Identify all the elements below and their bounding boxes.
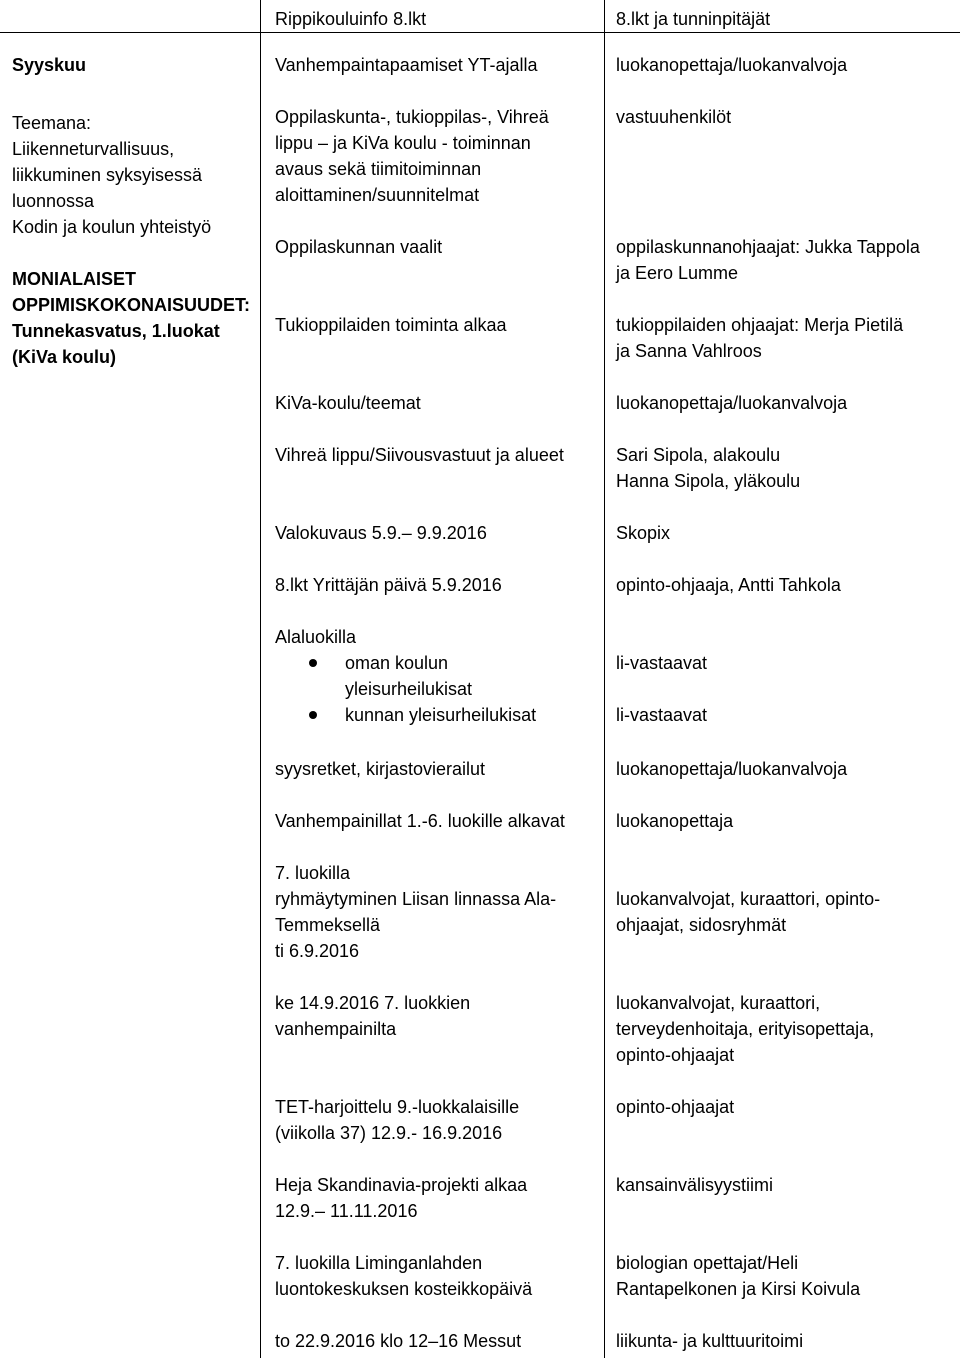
activity-line: 12.9.– 11.11.2016 [275, 1201, 418, 1221]
responsible-line: ja Eero Lumme [616, 263, 739, 283]
activity-line: Valokuvaus 5.9.– 9.9.2016 [275, 523, 487, 543]
responsible-8 [616, 572, 841, 598]
month-label: Syyskuu [12, 55, 87, 75]
activity-line: ke 14.9.2016 7. luokkien [275, 993, 471, 1013]
activity-11 [275, 860, 556, 964]
responsible-line: luokanopettaja [616, 811, 734, 831]
bullet-icon [309, 659, 317, 667]
activity-9 [275, 756, 485, 782]
activity-line: avaus sekä tiimitoiminnan [275, 159, 482, 179]
activity-line: ti 6.9.2016 [275, 941, 360, 961]
activity-line: to 22.9.2016 klo 12–16 Messut [275, 1331, 522, 1351]
responsible-1 [616, 52, 847, 78]
activity-10 [275, 808, 565, 834]
activity-6 [275, 442, 564, 468]
activity-7 [275, 520, 487, 546]
responsible-line: biologian opettajat/Heli [616, 1253, 799, 1273]
activity-14 [275, 1172, 527, 1224]
responsible-line: luokanvalvojat, kuraattori, [616, 993, 821, 1013]
monialaiset-line: MONIALAISET [12, 269, 136, 289]
activity-8 [275, 572, 502, 598]
responsible-line: oppilaskunnanohjaajat: Jukka Tappola [616, 237, 920, 257]
responsible-4 [616, 312, 903, 364]
theme-line: liikkuminen syksyisessä [12, 165, 203, 185]
responsible-15 [616, 1250, 860, 1302]
responsible-line: ja Sanna Vahlroos [616, 341, 762, 361]
responsible-line: opinto-ohjaajat [616, 1097, 735, 1117]
bullet-line: yleisurheilukisat [345, 679, 473, 699]
responsible-line: Skopix [616, 523, 671, 543]
alaluokilla-responsible-1 [616, 650, 707, 676]
responsible-16 [616, 1328, 803, 1354]
theme-line: Kodin ja koulun yhteistyö [12, 217, 212, 237]
responsible-line: luokanopettaja/luokanvalvoja [616, 393, 848, 413]
activity-line: lippu – ja KiVa koulu - toiminnan [275, 133, 531, 153]
activity-5 [275, 390, 421, 416]
monialaiset-line: OPPIMISKOKONAISUUDET: [12, 295, 251, 315]
alaluokilla-block [275, 624, 595, 728]
bullet-icon [309, 711, 317, 719]
alaluokilla-heading: Alaluokilla [275, 627, 357, 647]
responsible-line: terveydenhoitaja, erityisopettaja, [616, 1019, 875, 1039]
responsible-line: luokanopettaja/luokanvalvoja [616, 759, 848, 779]
activity-4 [275, 312, 506, 338]
activity-line: luontokeskuksen kosteikkopäivä [275, 1279, 533, 1299]
activity-line: Oppilaskunnan vaalit [275, 237, 443, 257]
activity-13 [275, 1094, 519, 1146]
responsible-line: liikunta- ja kulttuuritoimi [616, 1331, 804, 1351]
activity-2 [275, 104, 549, 208]
monialaiset-block [12, 266, 250, 370]
responsible-10 [616, 808, 733, 834]
responsible-line: ohjaajat, sidosryhmät [616, 915, 787, 935]
responsible-line: li-vastaavat [616, 653, 708, 673]
activity-1 [275, 52, 538, 78]
activity-line: Temmeksellä [275, 915, 381, 935]
activity-line: Vihreä lippu/Siivousvastuut ja alueet [275, 445, 564, 465]
theme-line: luonnossa [12, 191, 95, 211]
responsible-line: luokanopettaja/luokanvalvoja [616, 55, 848, 75]
activity-line: (viikolla 37) 12.9.- 16.9.2016 [275, 1123, 503, 1143]
monialaiset-line: Tunnekasvatus, 1.luokat [12, 321, 220, 341]
activity-3 [275, 234, 442, 260]
activity-line: aloittaminen/suunnitelmat [275, 185, 480, 205]
bullet-line: oman koulun [345, 653, 449, 673]
responsible-line: tukioppilaiden ohjaajat: Merja Pietilä [616, 315, 904, 335]
responsible-line: luokanvalvojat, kuraattori, opinto- [616, 889, 881, 909]
bullet-line: kunnan yleisurheilukisat [345, 705, 537, 725]
responsible-line: Hanna Sipola, yläkoulu [616, 471, 801, 491]
responsible-13 [616, 1094, 734, 1120]
list-item [275, 702, 595, 728]
activity-line: Tukioppilaiden toiminta alkaa [275, 315, 507, 335]
responsible-5 [616, 390, 847, 416]
activity-16 [275, 1328, 521, 1354]
activity-line: Oppilaskunta-, tukioppilas-, Vihreä [275, 107, 549, 127]
alaluokilla-list [0, 650, 595, 728]
column-divider-2 [604, 0, 605, 1358]
responsible-6 [616, 442, 800, 494]
responsible-line: li-vastaavat [616, 705, 708, 725]
activity-line: 8.lkt Yrittäjän päivä 5.9.2016 [275, 575, 502, 595]
activity-line: Vanhempaintapaamiset YT-ajalla [275, 55, 538, 75]
activity-line: 7. luokilla Liminganlahden [275, 1253, 483, 1273]
activity-line: Heja Skandinavia-projekti alkaa [275, 1175, 528, 1195]
activity-line: 7. luokilla [275, 863, 351, 883]
responsible-9 [616, 756, 847, 782]
responsible-2 [616, 104, 731, 130]
top-header-separator [0, 32, 960, 33]
activity-15 [275, 1250, 532, 1302]
responsible-line: kansainvälisyystiimi [616, 1175, 774, 1195]
monialaiset-line: (KiVa koulu) [12, 347, 117, 367]
responsible-3 [616, 234, 920, 286]
responsible-7 [616, 520, 670, 546]
activity-line: ryhmäytyminen Liisan linnassa Ala- [275, 889, 557, 909]
activity-line: Vanhempainillat 1.-6. luokille alkavat [275, 811, 565, 831]
activity-line: KiVa-koulu/teemat [275, 393, 421, 413]
responsible-line: Rantapelkonen ja Kirsi Koivula [616, 1279, 861, 1299]
responsible-line: opinto-ohjaaja, Antti Tahkola [616, 575, 841, 595]
responsible-12 [616, 990, 874, 1068]
activity-line: TET-harjoittelu 9.-luokkalaisille [275, 1097, 520, 1117]
responsible-line: Sari Sipola, alakoulu [616, 445, 781, 465]
header-left-cell: Rippikouluinfo 8.lkt [275, 9, 427, 29]
activity-line: vanhempainilta [275, 1019, 397, 1039]
alaluokilla-responsible-2 [616, 702, 707, 728]
responsible-line: opinto-ohjaajat [616, 1045, 735, 1065]
responsible-14 [616, 1172, 773, 1198]
responsible-11 [616, 886, 880, 938]
theme-block [12, 110, 211, 240]
activity-12 [275, 990, 470, 1042]
header-right-cell: 8.lkt ja tunninpitäjät [616, 9, 771, 29]
theme-line: Liikenneturvallisuus, [12, 139, 175, 159]
activity-line: syysretket, kirjastovierailut [275, 759, 486, 779]
theme-line: Teemana: [12, 113, 92, 133]
list-item [275, 650, 595, 702]
responsible-line: vastuuhenkilöt [616, 107, 732, 127]
